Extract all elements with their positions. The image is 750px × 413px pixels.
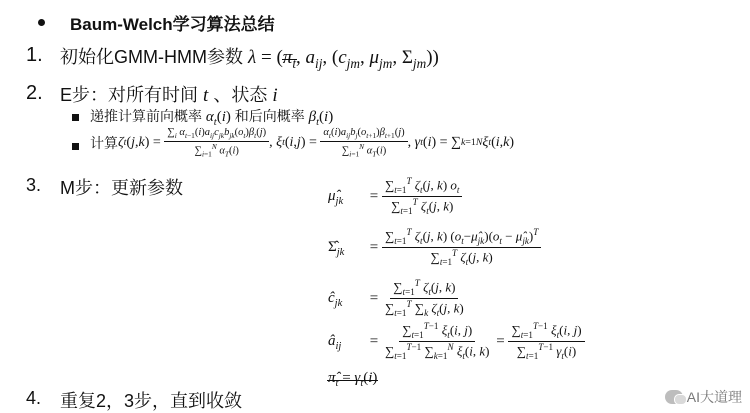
backward-prob: $\beta_t(i)$ [308,109,334,128]
step-2-text: E步：对所有时间 [60,85,199,105]
sub-bullet-1 [72,114,79,121]
page-title: Baum-Welch学习算法总结 [70,15,275,34]
step-3-text: M步：更新参数 [60,178,183,198]
step-2-i: i [272,85,278,106]
zeta-formula: ζ t ( j , k ) = $\frac{\sum_i \alpha_{t-1}(i)a_{ij}c_{jk}b_{jk}(o_t)\beta_t(j)}{\sum_{i=1}^N \alpha_T(i)}$ , ξ t ( i , j ) = $\frac{\alpha_t(i)a_{ij}b_j(o_{t+1})\beta_{t+1}(j)}{\sum_{i=1}^N \alpha_T(i)}$ , γ t ( i ) = ∑ k=1 N ξ t ( i , k ) [118,127,515,159]
step-2-number: 2. [26,82,43,104]
sub-bullet-2 [72,143,79,150]
step-4-text: 重复2，3步，直到收敛 [60,391,243,411]
step-1-text: 初始化GMM-HMM参数 [60,47,243,67]
step-4-number: 4. [26,388,42,408]
sub-1-text-a: 递推计算前向概率 [90,108,202,124]
eq-mu: $\mû_{jk}$ = $\frac{\sum_{t=1}^T \zeta_t(j, k) o_t}{\sum_{t=1}^T \zeta_t(j, k)}$ [328,177,462,217]
step-1-line [60,43,439,72]
step-1-formula: $\lambda = (\pi_t$, $a_{ij}$, ($c_{jm}$, $\mu_{jm}$, $\Sigma_{jm}$)) [248,47,439,71]
eq-a: $â_{ij}$ = $\frac{\sum_{t=1}^{T-1} \xi_t(i, j)}{\sum_{t=1}^{T-1} \sum_{k=1}^N \xi_t(i, k)}$ = $\frac{\sum_{t=1}^{T-1} \xi_t(i, j)}{\sum_{t=1}^{T-1} \gamma_t(i)}$ [328,322,585,362]
wechat-icon [665,390,683,404]
step-2-t: t [203,85,209,106]
step-2-line [60,81,278,107]
step-3-number: 3. [26,175,42,195]
eq-sigma: $\Sigmâ_{jk}$ = $\frac{\sum_{t=1}^T \zeta_t(j, k) (o_t-\mû_{jk})(o_t - \mû_{jk})^T}{\sum_{t=1}^T \zeta_t(j, k)}$ [328,228,541,268]
step-2-sub-2 [90,127,514,158]
eq-pi: $\pî_t = \gamma_t(i)$ [328,370,378,389]
eq-c: $ĉ_{jk}$ = $\frac{\sum_{t=1}^T \zeta_t(j, k)}{\sum_{t=1}^T \sum_k \zeta_t(j, k)}$ [328,278,464,319]
watermark-text: AI大道理 [686,389,742,405]
step-1-number: 1. [26,44,43,66]
watermark [665,387,742,407]
sub-1-text-b: 和后向概率 [234,108,305,124]
forward-prob: $\alpha_t(i)$ [205,109,231,128]
step-2-sep: 、状态 [213,85,268,105]
title-bullet [38,19,45,26]
sub-2-label: 计算 [90,134,118,151]
step-2-sub-1 [90,106,333,128]
